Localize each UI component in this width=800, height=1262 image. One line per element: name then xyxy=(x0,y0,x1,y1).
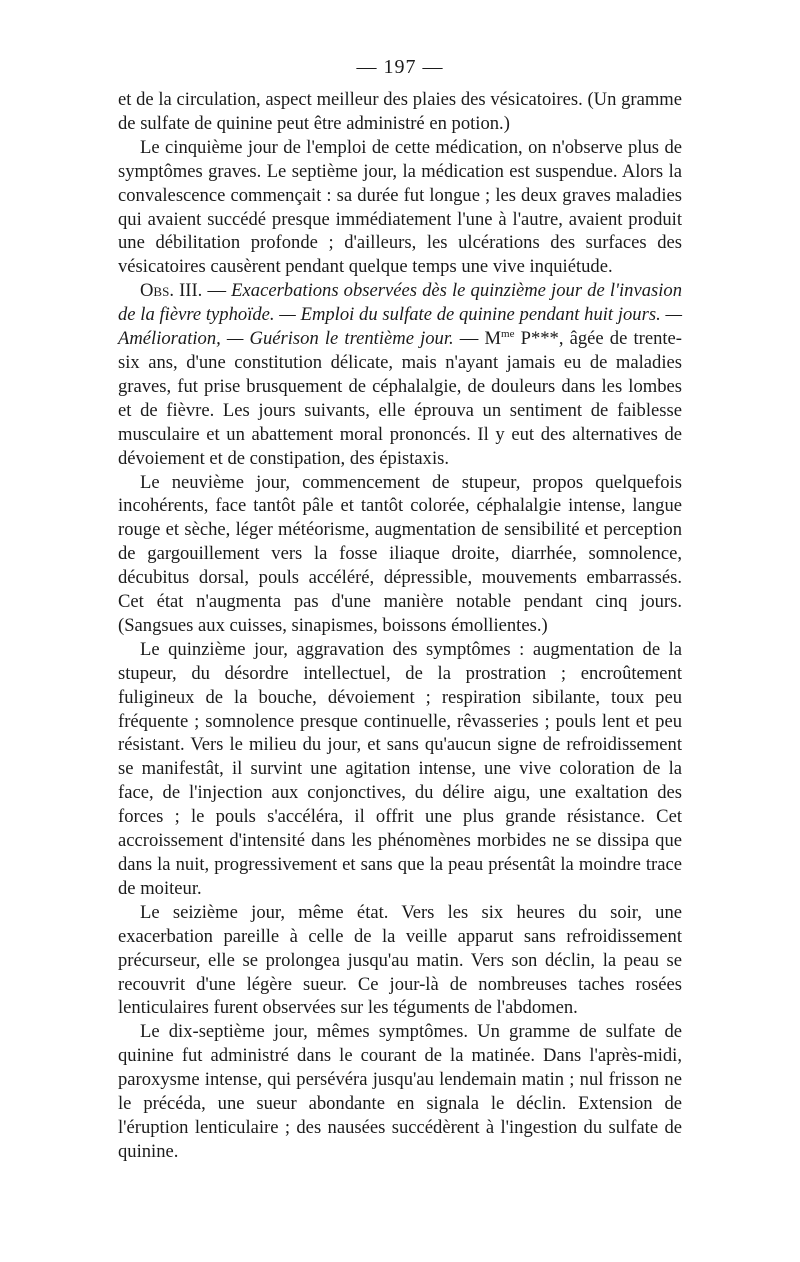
paragraph-seventeenth-day: Le dix-septième jour, mêmes symptômes. Un gramme de sulfate de quinine fut administré dans le courant de la matinée. Dans l'après-midi, paroxysme intense, qui persévéra jusqu'au lendemain matin ; nul frisson ne le précéda, une sueur abondante en signala le déclin. Extension de l'éruption lenticulaire ; des nausées succédèrent à l'ingestion du sulfate de quinine. xyxy=(118,1021,682,1162)
patient-superscript: me xyxy=(501,327,515,340)
paragraph-ninth-day: Le neuvième jour, commencement de stupeur, propos quelquefois incohérents, face tantôt pâle et tantôt colorée, céphalalgie intense, langue rouge et sèche, léger météorisme, augmentation de sensibilité et perception de gargouillement vers la fosse iliaque droite, diarrhée, somnolence, décubitus dorsal, pouls accéléré, dépressible, mouvements embarrassés. Cet état n'augmenta pas d'une manière notable pendant cinq jours. (Sangsues aux cuisses, sinapismes, boissons émollientes.) xyxy=(118,471,682,636)
observation-dash: — xyxy=(453,328,485,350)
patient-prefix: M xyxy=(484,328,502,350)
paragraph-continuation: et de la circulation, aspect meilleur des plaies des vésicatoires. (Un gramme de sulfate de quinine peut être administré en potion.) xyxy=(118,89,682,134)
book-page xyxy=(118,52,682,1164)
paragraph-convalescence: Le cinquième jour de l'emploi de cette médication, on n'observe plus de symptômes graves. Le septième jour, la médication est suspendue. Alors la convalescence commençait : sa durée fut longue ; les deux graves maladies qui avaient succédé presque immédiatement l'une à l'autre, avaient produit une débilitation profonde ; d'ailleurs, les ulcérations des surfaces des vésicatoires causèrent pendant quelque temps une vive inquiétude. xyxy=(118,136,682,278)
observation-number: III. — xyxy=(173,280,232,302)
observation-title: Exacerbations observées dès le quinzième jour de l'invasion de la fièvre typhoïde. — Emploi du sulfate de quinine pendant huit jours. — Amélioration, — Guérison le trentième jour. xyxy=(118,280,682,350)
patient-name: P***, xyxy=(514,328,570,350)
paragraph-fifteenth-day: Le quinzième jour, aggravation des symptômes : augmentation de la stupeur, du désordre intellectuel, de la prostration ; encroûtement fuligineux de la bouche, dévoiement ; respiration sibilante, toux peu fréquente ; somnolence presque continuelle, rêvasseries ; pouls lent et peu résistant. Vers le milieu du jour, et sans qu'aucun signe de refroidissement se manifestât, il survint une agitation intense, une vive coloration de la face, de l'injection aux conjonctives, du délire aigu, une exaltation des forces ; le pouls s'accéléra, il offrit une plus grande résistance. Cet accroissement d'intensité dans les phénomènes morbides ne se dissipa que dans la nuit, progressivement et sans que la peau présentât la moindre trace de moiteur. xyxy=(118,638,682,899)
observation-label: Obs. xyxy=(140,280,174,302)
observation-paragraph xyxy=(118,279,682,470)
paragraph-sixteenth-day: Le seizième jour, même état. Vers les six heures du soir, une exacerbation pareille à celle de la veille apparut sans refroidissement précurseur, elle se prolongea jusqu'au matin. Vers son déclin, la peau se recouvrit d'une légère sueur. Ce jour-là de nombreuses taches rosées lenticulaires furent observées sur les téguments de l'abdomen. xyxy=(118,901,682,1019)
page-number: — 197 — xyxy=(356,56,444,78)
observation-body: âgée de trente-six ans, d'une constitution délicate, mais n'ayant jamais eu de maladies graves, fut prise brusquement de céphalalgie, de douleurs dans les lombes et de fièvre. Les jours suivants, elle éprouva un sentiment de faiblesse musculaire et un abattement moral prononcés. Il y eut des alternatives de dévoiement et de constipation, des épistaxis. xyxy=(118,328,682,469)
